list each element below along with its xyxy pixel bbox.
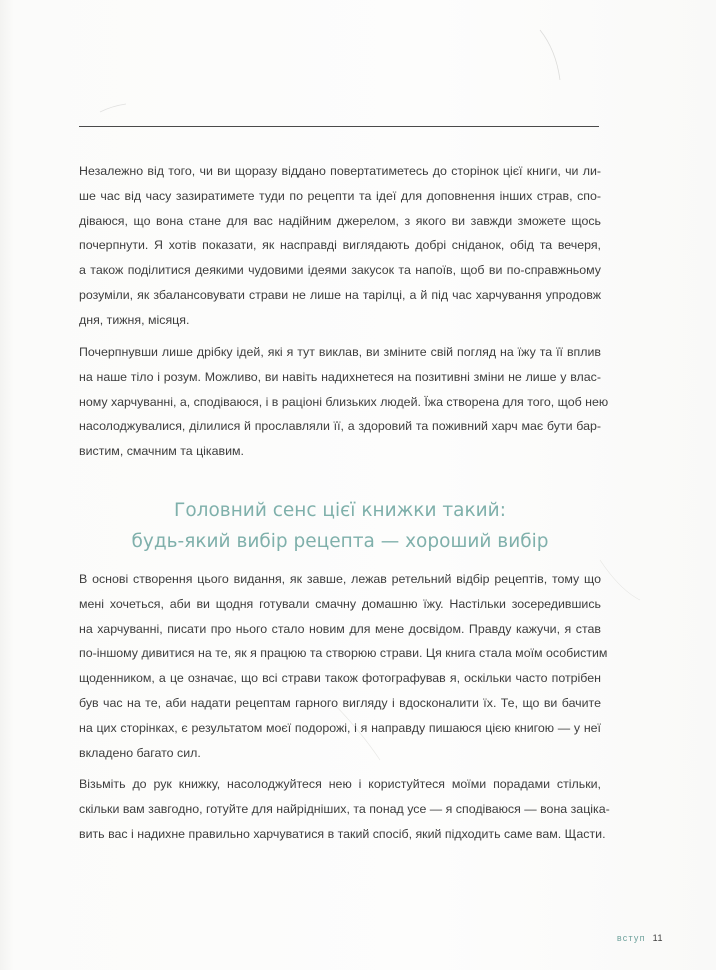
text-line: вкладено багато сил. bbox=[79, 745, 201, 760]
section-label: вступ bbox=[616, 933, 646, 943]
pull-quote-line-2: будь-який вибір рецепта — хороший вибір bbox=[131, 531, 549, 552]
text-line: В основі створення цього видання, як завше, лежав ретельний відбір рецептів, тому що bbox=[79, 572, 601, 586]
pull-quote bbox=[79, 495, 601, 557]
text-line: а також поділитися деякими чудовими ідеями закусок та напоїв, щоб ви по-справжньому bbox=[79, 263, 601, 278]
text-line: на наше тіло і розум. Можливо, ви навіть надихнетеся на позитивні зміни не лише у влас- bbox=[79, 369, 601, 384]
page-number: 11 bbox=[652, 933, 663, 943]
paragraph-4 bbox=[79, 772, 610, 846]
text-line: дня, тижня, місяця. bbox=[79, 312, 190, 327]
text-line: вистим, смачним та цікавим. bbox=[79, 444, 244, 459]
text-line: Незалежно від того, чи ви щоразу віддано повертатиметесь до сторінок цієї книги, чи ли- bbox=[79, 164, 601, 178]
text-line: на харчуванні, писати про нього стало новим для мене досвідом. Правду кажучи, я став bbox=[79, 621, 601, 636]
text-line: насолоджувалися, ділилися й прославляли її, а здоровий та поживний харч має бути бар- bbox=[79, 419, 601, 434]
pull-quote-line-1: Головний сенс цієї книжки такий: bbox=[174, 500, 506, 521]
text-line: щоденником, а це означає, що всі страви також фотографував я, оскільки часто потрібен bbox=[79, 671, 601, 686]
paragraph-3 bbox=[79, 567, 608, 765]
text-line: Почерпнувши лише дрібку ідей, які я тут виклав, ви зміните свій погляд на їжу та її вплив bbox=[79, 345, 601, 359]
text-line: мені хочеться, аби ви щодня готували смачну домашню їжу. Настільки зосередившись bbox=[79, 596, 601, 611]
text-line: скільки вам завгодно, готуйте для найрідніших, та понад усе — я сподіваюся — вона заціка- bbox=[79, 801, 610, 816]
paragraph-1 bbox=[79, 159, 601, 333]
text-line: на цих сторінках, є результатом моєї подорожі, і я направду пишаюся цією книгою — у неї bbox=[79, 720, 601, 735]
text-line: розуміли, як збалансовувати страви не лише на тарілці, а й під час харчування упродовж bbox=[79, 287, 601, 302]
text-line: почерпнути. Я хотів показати, як насправді виглядають добрі сніданок, обід та вечеря, bbox=[79, 238, 601, 253]
text-line: Візьміть до рук книжку, насолоджуйтеся нею і користуйтеся моїми порадами стільки, bbox=[79, 777, 601, 791]
page-footer bbox=[617, 933, 663, 943]
paragraph-2 bbox=[79, 340, 609, 464]
text-line: по-іншому дивитися на те, як я працюю та створюю страви. Ця книга стала моїм особистим bbox=[79, 646, 608, 661]
text-line: був час на те, аби надати рецептам гарного вигляду і вдосконалити їх. Те, що ви бачите bbox=[79, 695, 601, 710]
text-line: вить вас і надихне правильно харчуватися в такий спосіб, який підходить саме вам. Щасти. bbox=[79, 826, 606, 841]
text-line: ному харчуванні, а, сподіваюся, і в раціоні близьких людей. Їжа створена для того, щоб нею bbox=[79, 394, 609, 409]
text-line: ше час від часу зазиратимете туди по рецепти та ідеї для доповнення інших страв, спо- bbox=[79, 188, 601, 203]
text-line: діваюся, що вона стане для вас надійним джерелом, з якого ви завжди зможете щось bbox=[79, 213, 601, 228]
top-divider bbox=[79, 126, 599, 127]
